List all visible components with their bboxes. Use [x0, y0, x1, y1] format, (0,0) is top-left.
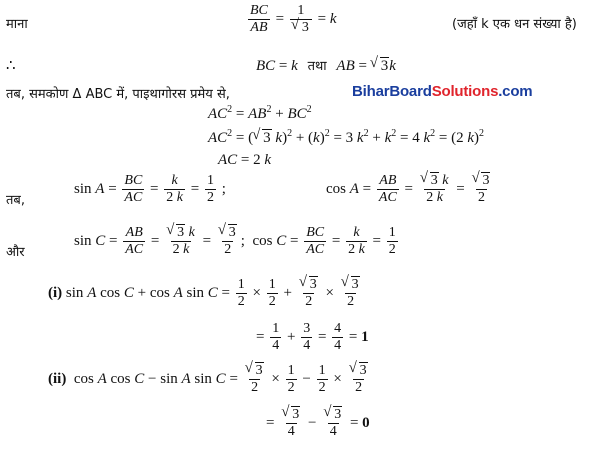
equation-pythagoras: $AC^2 = AB^2 + BC^2$	[208, 104, 312, 122]
site-watermark: BiharBoardSolutions.com	[352, 83, 533, 100]
part-ii-expression: (ii) cos A cos C − sin A sin C = √ $\frac{3}{2}$ × $\frac{1}{2}$ − $\frac{1}{2}$ × √ $\frac{3}{2}$	[48, 364, 372, 395]
note-k-positive: (जहाँ k एक धन संख्या है)	[452, 17, 577, 32]
part-i-expression: (i) sin A cos C + cos A sin C = $\frac{1}{2}$ × $\frac{1}{2}$ + √ $\frac{3}{2}$ × √ $\frac{3}{2}$	[48, 278, 364, 309]
part-ii-result: = √ $\frac{3}{4}$ − √ $\frac{3}{4}$ = 0	[266, 408, 370, 439]
equation-sin-c-cos-c: sin C = $\frac{AB}{AC}$ = √ $\frac{3 k}{2 k}$ = √ $\frac{3}{2}$ ; cos C = $\frac{BC}{AC}$ = $\frac{k}{2 k}$ = $\frac{1}{2}$	[74, 226, 400, 257]
part-ii-label: (ii)	[48, 371, 67, 388]
therefore-symbol: ∴	[6, 58, 16, 74]
label-pythagoras: तब, समकोण Δ ABC में, पाइथागोरस प्रमेय से,	[6, 87, 230, 102]
equation-ac: AC = 2 k	[218, 152, 272, 168]
label-aur: और	[6, 245, 25, 260]
part-i-result: = $\frac{1}{4}$ + $\frac{3}{4}$ = $\frac{4}{4}$ = 1	[256, 321, 369, 353]
equation-bc-ab: BC = k तथा AB = √ 3k	[256, 56, 396, 75]
equation-cos-a: cos A = $\frac{AB}{AC}$ = √ $\frac{3 k}{2 k}$ = √ $\frac{3}{2}$	[326, 174, 494, 205]
equation-sin-a: sin A = $\frac{BC}{AC}$ = $\frac{k}{2 k}$ = $\frac{1}{2}$ ;	[74, 173, 226, 205]
label-maana: माना	[6, 17, 28, 32]
part-i-label: (i)	[48, 285, 63, 302]
equation-ratio: $\frac{BC}{AB}$ = 1 √ 3 = k	[246, 4, 337, 35]
equation-substitution: $AC^2$ = (√ 3 $k)^2 + (k)^2 = 3$ $k^2 + k^2 = 4$ $k^2 = (2$ k)$^2$	[208, 128, 484, 147]
label-tab: तब,	[6, 193, 25, 208]
